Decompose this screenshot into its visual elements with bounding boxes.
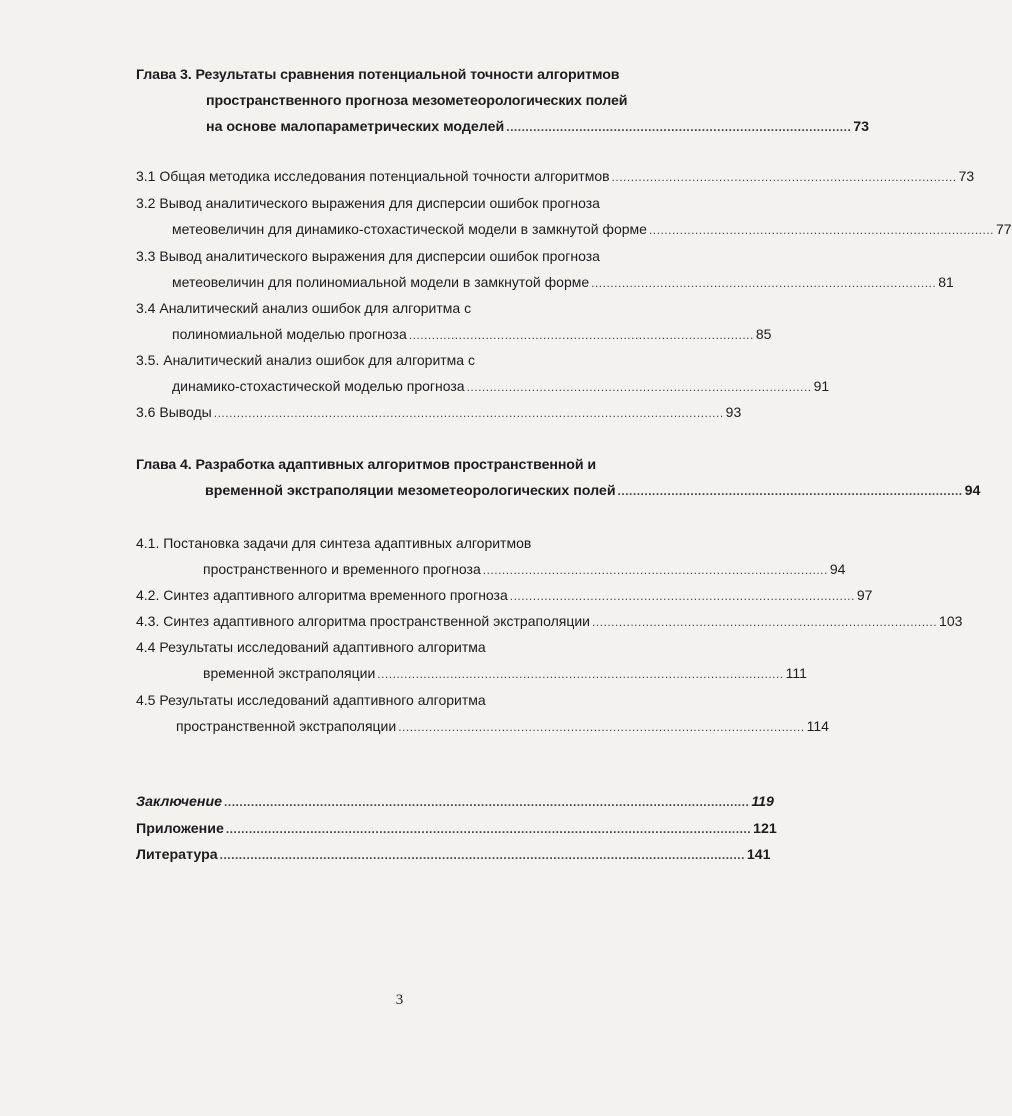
- toc-entry-3-5-line1: 3.5. Аналитический анализ ошибок для алгоритма с: [136, 352, 475, 368]
- chapter3-title-line3: на основе малопараметрических моделей: [206, 119, 505, 135]
- leader-dots: ..........................................................................................: [509, 589, 855, 603]
- leader-dots: ..........................................................................................: [648, 223, 994, 237]
- entry-title: Литература: [136, 847, 218, 863]
- toc-entry-references[interactable]: [136, 847, 771, 863]
- entry-title: Заключение: [136, 794, 223, 810]
- page-ref: 141: [746, 847, 771, 863]
- toc-entry-chapter3[interactable]: [206, 114, 870, 140]
- page-ref: 119: [751, 794, 774, 810]
- toc-entry-3-1[interactable]: [136, 168, 975, 184]
- toc-entry-4-4-line1: 4.4 Результаты исследований адаптивного алгоритма: [136, 639, 486, 655]
- toc-entry-4-1-line1: 4.1. Постановка задачи для синтеза адаптивных алгоритмов: [136, 535, 532, 551]
- entry-title: 3.6 Выводы: [136, 404, 212, 420]
- toc-entry-4-4[interactable]: [203, 665, 807, 681]
- toc-entry-3-2[interactable]: [172, 221, 1012, 237]
- toc-entry-conclusion[interactable]: [136, 794, 774, 810]
- page-ref: 93: [725, 404, 742, 420]
- entry-title: динамико-стохастической моделью прогноза: [172, 378, 465, 394]
- leader-dots: ..........................................................................................: [591, 615, 938, 629]
- entry-title: Приложение: [136, 821, 224, 837]
- page-ref: 114: [806, 718, 829, 734]
- leader-dots: ..........................................................................................: [611, 170, 957, 184]
- leader-dots: ..........................................................................................................: [377, 667, 784, 681]
- leader-dots: .........................................................................................................................................: [225, 822, 752, 836]
- entry-title: полиномиальной моделью прогноза: [172, 326, 407, 342]
- chapter3-title-line2: пространственного прогноза мезометеорологических полей: [206, 93, 628, 109]
- entry-title: пространственного и временного прогноза: [203, 561, 481, 577]
- toc-entry-chapter4[interactable]: [205, 478, 981, 504]
- leader-dots: ..........................................................................................: [466, 380, 812, 394]
- entry-title: 3.1 Общая методика исследования потенциальной точности алгоритмов: [136, 168, 610, 184]
- entry-title: 4.3. Синтез адаптивного алгоритма пространственной экстраполяции: [136, 613, 590, 629]
- toc-entry-3-2-line1: 3.2 Вывод аналитического выражения для дисперсии ошибок прогноза: [136, 195, 600, 211]
- leader-dots: ..........................................................................................: [408, 328, 754, 342]
- toc-entry-3-3[interactable]: [172, 274, 954, 290]
- entry-title: метеовеличин для динамико-стохастической модели в замкнутой форме: [172, 221, 647, 237]
- page-ref: 73: [958, 168, 975, 184]
- toc-entry-3-4-line1: 3.4 Аналитический анализ ошибок для алгоритма с: [136, 300, 472, 316]
- leader-dots: ..........................................................................................: [591, 276, 937, 290]
- toc-entry-4-5-line1: 4.5 Результаты исследований адаптивного алгоритма: [136, 692, 486, 708]
- toc-entry-4-5[interactable]: [176, 718, 829, 734]
- page-ref: 97: [856, 587, 873, 603]
- toc-entry-3-5[interactable]: [172, 378, 830, 394]
- page-ref: 103: [939, 613, 963, 629]
- page-ref: 73: [853, 119, 870, 135]
- page-ref: 111: [785, 665, 807, 681]
- toc-entry-appendix[interactable]: [136, 821, 777, 837]
- entry-title: пространственной экстраполяции: [176, 718, 397, 734]
- page-ref: 94: [964, 483, 981, 499]
- toc-entry-3-3-line1: 3.3 Вывод аналитического выражения для дисперсии ошибок прогноза: [136, 248, 600, 264]
- entry-title: временной экстраполяции: [203, 665, 376, 681]
- leader-dots: .........................................................................................................................................: [219, 848, 745, 862]
- leader-dots: .....................................................................................................................................: [213, 406, 724, 420]
- toc-entry-4-3[interactable]: [136, 613, 963, 629]
- page-ref: 94: [829, 561, 846, 577]
- chapter4-title-line2: временной экстраполяции мезометеорологических полей: [205, 483, 616, 499]
- chapter3-title-line1: Глава 3. Результаты сравнения потенциальной точности алгоритмов: [136, 67, 620, 83]
- leader-dots: .........................................................................................................................................: [224, 795, 750, 809]
- leader-dots: ..........................................................................................: [617, 484, 963, 498]
- toc-entry-3-6[interactable]: [136, 404, 742, 420]
- toc-entry-4-1[interactable]: [203, 561, 846, 577]
- page-ref: 85: [755, 326, 772, 342]
- toc-entry-3-4[interactable]: [172, 326, 772, 342]
- leader-dots: ..........................................................................................................: [398, 720, 805, 734]
- chapter4-title-line1: Глава 4. Разработка адаптивных алгоритмов пространственной и: [136, 457, 596, 473]
- toc-entry-4-2[interactable]: [136, 587, 873, 603]
- entry-title: 4.2. Синтез адаптивного алгоритма временного прогноза: [136, 587, 508, 603]
- page-ref: 91: [813, 378, 830, 394]
- page-number: 3: [395, 992, 404, 1008]
- page-ref: 81: [938, 274, 954, 290]
- page-ref: 121: [753, 821, 777, 837]
- page-ref: 77: [996, 221, 1012, 237]
- entry-title: метеовеличин для полиномиальной модели в замкнутой форме: [172, 274, 590, 290]
- leader-dots: ..........................................................................................: [506, 120, 852, 134]
- leader-dots: ..........................................................................................: [482, 563, 828, 577]
